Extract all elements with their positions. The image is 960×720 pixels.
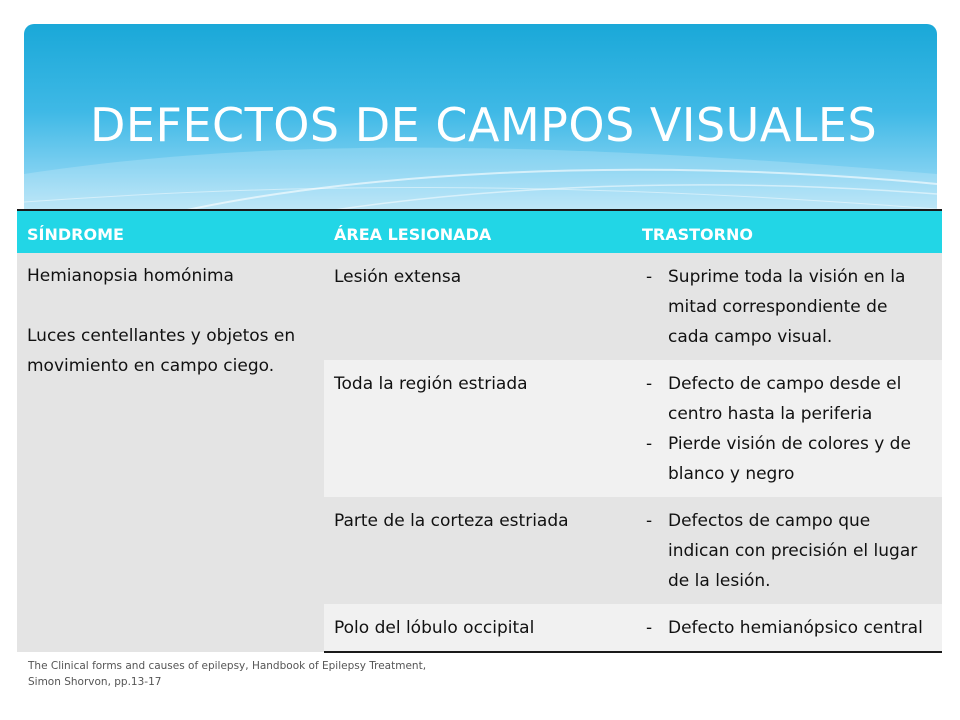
header-area: ÁREA LESIONADA	[324, 210, 632, 253]
table-header-row	[17, 210, 942, 253]
disorder-cell	[632, 253, 942, 360]
disorder-cell	[632, 497, 942, 604]
bullet-dash: -	[646, 618, 653, 638]
disorder-cell	[632, 360, 942, 497]
bullet-dash: -	[646, 434, 653, 454]
area-cell: Parte de la corteza estriada	[324, 497, 632, 604]
list-item: - Pierde visión de colores y de blanco y negro	[642, 429, 932, 489]
disorder-cell	[632, 604, 942, 652]
table-row	[17, 253, 942, 360]
syndrome-description: Luces centellantes y objetos en movimiento en campo ciego.	[27, 326, 296, 376]
syndrome-name: Hemianopsia homónima	[27, 266, 234, 286]
title-banner	[24, 24, 937, 220]
list-item: - Defecto hemianópsico central	[642, 613, 932, 643]
header-disorder: TRASTORNO	[632, 210, 942, 253]
syndrome-cell	[17, 253, 324, 652]
area-cell: Toda la región estriada	[324, 360, 632, 497]
area-cell: Polo del lóbulo occipital	[324, 604, 632, 652]
bullet-dash: -	[646, 267, 653, 287]
visual-field-table	[17, 209, 942, 653]
citation-footnote: The Clinical forms and causes of epilepsy, Handbook of Epilepsy Treatment, Simon Shorvon, pp.13-17	[28, 660, 427, 688]
bullet-dash: -	[646, 511, 653, 531]
list-item: - Suprime toda la visión en la mitad correspondiente de cada campo visual.	[642, 262, 932, 352]
bullet-dash: -	[646, 374, 653, 394]
page-title: DEFECTOS DE CAMPOS VISUALES	[90, 98, 878, 152]
list-item: - Defecto de campo desde el centro hasta la periferia	[642, 369, 932, 429]
list-item: - Defectos de campo que indican con precisión el lugar de la lesión.	[642, 506, 932, 596]
area-cell: Lesión extensa	[324, 253, 632, 360]
header-syndrome: SÍNDROME	[17, 210, 324, 253]
